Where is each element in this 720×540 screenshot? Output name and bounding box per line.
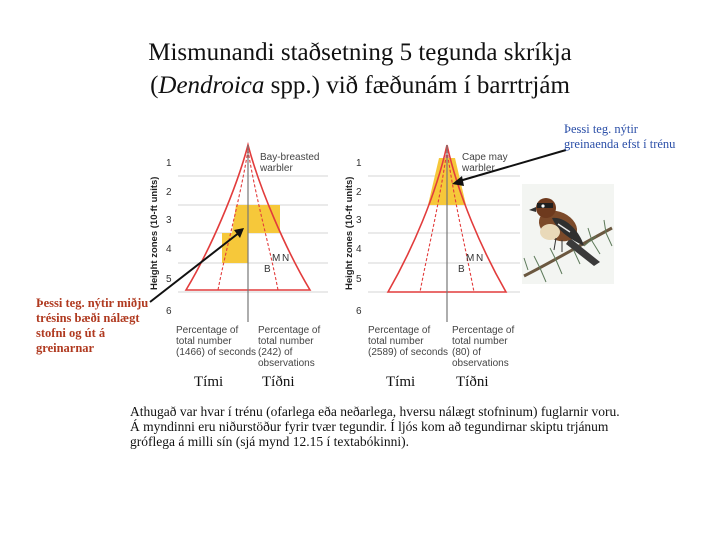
caption-line: total number [368, 336, 424, 347]
caption-line: observations [258, 358, 315, 369]
zone-number: 3 [356, 215, 362, 226]
zone-letter-n: N [476, 253, 484, 264]
caption-line: (1466) of seconds [176, 347, 257, 358]
callout-left: Þessi teg. nýtir miðju trésins bæði nálægt stofni og út á greinarnar [36, 296, 149, 355]
axis-word-freq-1: Tíðni [262, 374, 295, 390]
zone-letter-n: N [282, 253, 290, 264]
zone-number: 6 [356, 306, 362, 317]
zone-letter-m: M [466, 253, 475, 264]
caption-line: Percentage of [258, 325, 321, 336]
explanation-note: Athugað var hvar í trénu (ofarlega eða neðarlega, hversu nálægt stofninum) fuglarnir voru. Á myndinni eru niðurstöður fyrir tvær tegundir. Í ljós kom að tegundirnar skiptu trjánum gróflega á milli sín (sjá mynd 12.15 í textabókinni). [130, 404, 620, 449]
caption-line: (242) of [258, 347, 293, 358]
zone-letter-m: M [272, 253, 281, 264]
caption-line: total number [258, 336, 314, 347]
zone-letter-b: B [264, 264, 271, 275]
genus-name: Dendroica [158, 72, 265, 99]
zone-number: 4 [356, 244, 362, 255]
bird-illustration [522, 184, 614, 284]
zone-number: 2 [166, 187, 172, 198]
zone-number: 6 [166, 306, 172, 317]
species-label: Bay-breasted [260, 152, 320, 163]
zone-number: 1 [356, 158, 362, 169]
species-label: warbler [260, 163, 293, 174]
axis-label-2: Height zones (10-ft units) [344, 176, 355, 290]
title-line-2: (Dendroica spp.) við fæðunám í barrtrjám [150, 72, 570, 99]
zone-number: 4 [166, 244, 172, 255]
zone-number: 5 [166, 274, 172, 285]
axis-word-time-2: Tími [386, 374, 416, 390]
species-label: Cape may [462, 152, 508, 163]
caption-line: (2589) of seconds [368, 347, 449, 358]
zone-number: 1 [166, 158, 172, 169]
caption-line: total number [452, 336, 508, 347]
highlight-zone [222, 233, 248, 263]
caption-line: Percentage of [452, 325, 515, 336]
species-label: warbler [462, 163, 495, 174]
zone-number: 3 [166, 215, 172, 226]
caption-line: total number [176, 336, 232, 347]
title-line-1: Mismunandi staðsetning 5 tegunda skríkja [148, 39, 572, 66]
axis-word-time-1: Tími [194, 374, 224, 390]
caption-line: (80) of [452, 347, 481, 358]
zone-number: 2 [356, 187, 362, 198]
panel-bay-breasted [149, 145, 328, 369]
caption-line: Percentage of [368, 325, 431, 336]
zone-letter-b: B [458, 264, 465, 275]
caption-line: observations [452, 358, 509, 369]
zone-number: 5 [356, 274, 362, 285]
axis-label-1: Height zones (10-ft units) [149, 176, 160, 290]
panel-cape-may [344, 145, 520, 369]
caption-line: Percentage of [176, 325, 239, 336]
axis-word-freq-2: Tíðni [456, 374, 489, 390]
callout-arrow-left [150, 232, 240, 302]
callout-top-right: Þessi teg. nýtir greinaenda efst í trénu [564, 122, 676, 151]
